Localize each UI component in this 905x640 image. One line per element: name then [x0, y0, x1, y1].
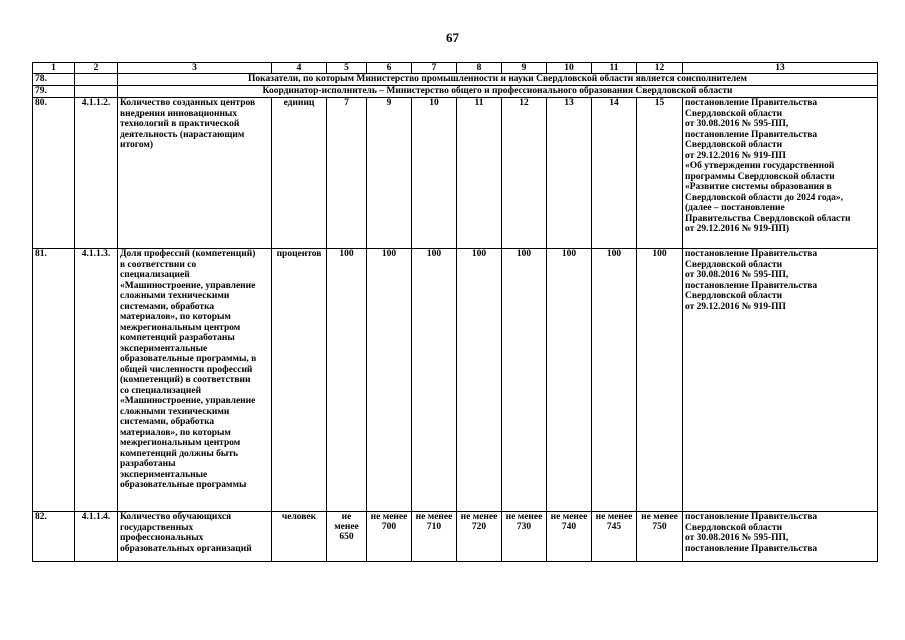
unit-cell: процентов: [272, 249, 327, 512]
text-line: государственных: [120, 522, 194, 533]
value-cell: 15: [637, 98, 683, 249]
text-line: от 30.08.2016 № 595-ПП,: [685, 533, 789, 543]
value-line: не менее: [505, 512, 543, 522]
column-number: 6: [367, 63, 412, 74]
value-cell: 13: [547, 98, 592, 249]
value-cell: [412, 512, 457, 562]
value-line: 745: [606, 522, 622, 532]
source-document: [683, 98, 878, 249]
section-title: Показатели, по которым Министерство промышленности и науки Свердловской области является соисполнителем: [118, 74, 878, 86]
text-line: профессиональных: [120, 533, 204, 543]
column-number: 7: [412, 63, 457, 74]
text-line: Количество обучающихся: [120, 512, 232, 522]
text-line: экспериментальные: [120, 343, 208, 354]
value-line: 730: [516, 522, 532, 532]
value-cell: 100: [502, 249, 547, 512]
value-cell: 100: [637, 249, 683, 512]
text-line: Свердловской области: [685, 291, 783, 301]
value-line: 740: [561, 522, 577, 532]
text-line: постановление Правительства: [685, 512, 818, 522]
text-line: со специализацией: [120, 385, 202, 396]
text-line: образовательные программы: [120, 480, 247, 490]
text-line: «Машиностроение, управление: [120, 396, 256, 406]
column-number: 9: [502, 63, 547, 74]
value-cell: 9: [367, 98, 412, 249]
value-cell: 14: [592, 98, 637, 249]
text-line: Свердловской области до 2024 года»,: [685, 192, 844, 203]
text-line: Свердловской области: [685, 108, 783, 119]
value-cell: [637, 512, 683, 562]
text-line: постановление Правительства: [685, 543, 818, 554]
text-line: системами, обработка: [120, 417, 215, 427]
text-line: постановление Правительства: [685, 280, 818, 291]
indicator-code: 4.1.1.3.: [75, 249, 118, 512]
unit-cell: человек: [272, 512, 327, 562]
text-line: от 30.08.2016 № 595-ПП,: [685, 270, 789, 280]
value-cell: [592, 512, 637, 562]
row-number: 80.: [33, 98, 75, 249]
text-line: от 29.12.2016 № 919-ПП): [685, 224, 790, 234]
page-number: 67: [446, 30, 459, 45]
text-line: общей численности профессий: [120, 364, 253, 375]
text-line: Доля профессий (компетенций): [120, 249, 256, 259]
text-line: «Развитие системы образования в: [685, 182, 832, 192]
source-document: [683, 512, 878, 562]
column-number: 1: [33, 63, 75, 74]
value-cell: 100: [327, 249, 367, 512]
value-line: не менее: [370, 512, 408, 522]
text-line: (далее – постановление: [685, 203, 785, 213]
value-cell: [547, 512, 592, 562]
section-title: Координатор-исполнитель – Министерство общего и профессионального образования Свердловской области: [118, 86, 878, 98]
indicator-name: [118, 512, 272, 562]
text-line: Свердловской области: [685, 259, 783, 270]
value-cell: [367, 512, 412, 562]
column-number: 12: [637, 63, 683, 74]
table-row: [33, 512, 878, 562]
text-line: системами, обработка: [120, 301, 215, 312]
text-line: постановление Правительства: [685, 98, 818, 108]
value-line: не менее: [641, 512, 678, 522]
value-line: не менее: [595, 512, 633, 522]
value-cell: 10: [412, 98, 457, 249]
column-number: 4: [272, 63, 327, 74]
column-number: 13: [683, 63, 878, 74]
text-line: межрегиональным центром: [120, 322, 241, 333]
indicator-code: 4.1.1.2.: [75, 98, 118, 249]
value-line: 750: [652, 522, 667, 532]
text-line: сложными техническими: [120, 291, 230, 301]
value-line: 650: [339, 532, 354, 542]
text-line: в соответствии со: [120, 259, 197, 270]
value-cell: 100: [412, 249, 457, 512]
text-line: итогом): [120, 140, 154, 150]
column-number: 10: [547, 63, 592, 74]
value-cell: 7: [327, 98, 367, 249]
text-line: технологий в практической: [120, 119, 240, 129]
section-row: [33, 86, 878, 98]
value-cell: 12: [502, 98, 547, 249]
value-cell: [502, 512, 547, 562]
text-line: материалов», по которым: [120, 427, 231, 438]
indicators-table: [32, 62, 878, 562]
row-number: 79.: [33, 86, 75, 98]
text-line: сложными техническими: [120, 406, 230, 417]
text-line: компетенций должны быть: [120, 448, 239, 459]
value-cell: 100: [457, 249, 502, 512]
text-line: от 29.12.2016 № 919-ПП: [685, 301, 786, 312]
value-cell: 100: [367, 249, 412, 512]
text-line: программы Свердловской области: [685, 171, 835, 182]
value-line: 720: [471, 522, 487, 532]
column-number: 11: [592, 63, 637, 74]
section-row: [33, 74, 878, 86]
text-line: Свердловской области: [685, 522, 783, 533]
text-line: межрегиональным центром: [120, 438, 241, 448]
value-line: не менее: [415, 512, 453, 522]
empty-cell: [75, 74, 118, 86]
text-line: от 30.08.2016 № 595-ПП,: [685, 119, 789, 129]
text-line: постановление Правительства: [685, 249, 818, 259]
table-row: [33, 98, 878, 249]
text-line: экспериментальные: [120, 469, 208, 480]
text-line: постановление Правительства: [685, 129, 818, 140]
text-line: материалов», по которым: [120, 312, 231, 322]
column-number-row: [33, 63, 878, 74]
value-line: менее: [334, 522, 359, 532]
text-line: компетенций разработаны: [120, 333, 235, 343]
row-number: 78.: [33, 74, 75, 86]
column-number: 2: [75, 63, 118, 74]
value-cell: [457, 512, 502, 562]
table-row: [33, 249, 878, 512]
empty-cell: [75, 86, 118, 98]
text-line: Правительства Свердловской области: [685, 213, 851, 224]
value-line: 710: [426, 522, 442, 532]
value-cell: [327, 512, 367, 562]
unit-cell: единиц: [272, 98, 327, 249]
value-cell: 100: [547, 249, 592, 512]
indicator-name: [118, 249, 272, 512]
text-line: внедрения инновационных: [120, 108, 238, 119]
text-line: «Об утверждении государственной: [685, 161, 835, 171]
text-line: Количество созданных центров: [120, 98, 256, 108]
value-line: не менее: [460, 512, 498, 522]
text-line: «Машиностроение, управление: [120, 280, 256, 291]
indicator-code: 4.1.1.4.: [75, 512, 118, 562]
row-number: 82.: [33, 512, 75, 562]
text-line: образовательные программы, в: [120, 354, 257, 364]
value-line: не: [341, 512, 352, 522]
text-line: Свердловской области: [685, 140, 783, 150]
column-number: 8: [457, 63, 502, 74]
value-cell: 100: [592, 249, 637, 512]
text-line: деятельность (нарастающим: [120, 129, 245, 140]
source-document: [683, 249, 878, 512]
text-line: (компетенций) в соответствии: [120, 375, 251, 385]
text-line: разработаны: [120, 459, 176, 469]
text-line: образовательных организаций: [120, 543, 252, 554]
value-line: не менее: [550, 512, 588, 522]
column-number: 5: [327, 63, 367, 74]
row-number: 81.: [33, 249, 75, 512]
column-number: 3: [118, 63, 272, 74]
value-cell: 11: [457, 98, 502, 249]
text-line: специализацией: [120, 270, 190, 280]
value-line: 700: [381, 522, 397, 532]
text-line: от 29.12.2016 № 919-ПП: [685, 150, 786, 161]
indicator-name: [118, 98, 272, 249]
